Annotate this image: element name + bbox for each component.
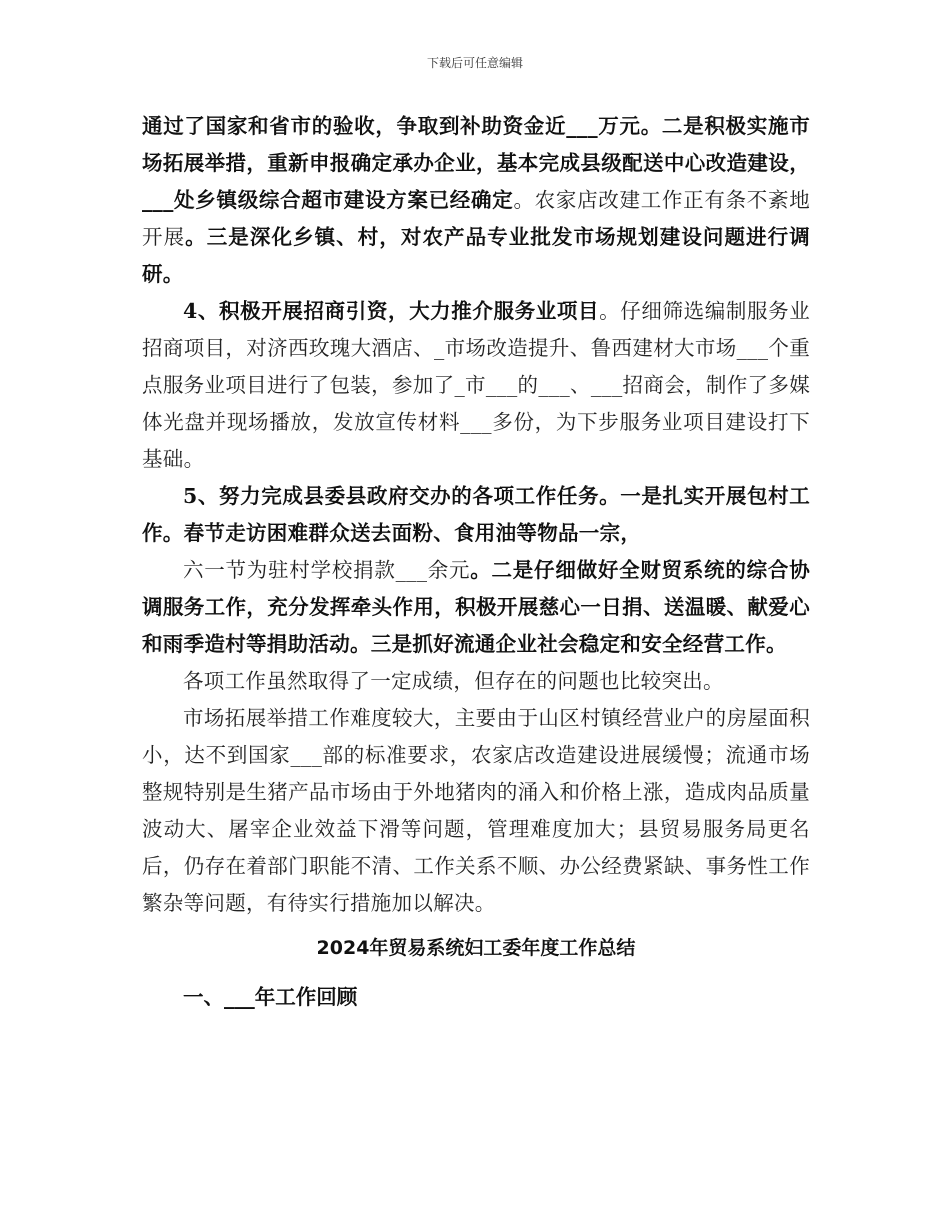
section-heading: 一、___年工作回顾	[183, 985, 358, 1009]
paragraph-1-bold-start: 通过了国家和省市的验收，争取到补助资金近___万元。二是积极实施市场拓展举措，重新申报确定承办企业，基本完成县级配送中心改造建设，___处乡镇级综合超市建设方案已经确定	[142, 114, 810, 212]
paragraph-4	[142, 552, 810, 663]
paragraph-1-normal: 。农家店改建工作正有条不紊地开展	[142, 188, 811, 249]
paragraph-4-bold: 。二是仔细做好全财贸系统的综合协调服务工作，充分发挥牵头作用，积极开展慈心一日捐、送温暖、献爱心和雨季造村等捐助活动。三是抓好流通企业社会稳定和安全经营工作。	[142, 558, 810, 656]
paragraph-2-heading: 4、积极开展招商引资，大力推介服务业项目	[183, 299, 600, 323]
paragraph-3-body: 5、努力完成县委县政府交办的各项工作任务。一是扎实开展包村工作。春节走访困难群众送去面粉、食用油等物品一宗，	[142, 484, 810, 545]
document-title: 2024年贸易系统妇工委年度工作总结	[316, 937, 636, 959]
paragraph-3	[142, 478, 810, 552]
paragraph-5: 各项工作虽然取得了一定成绩，但存在的问题也比较突出。	[183, 669, 724, 693]
paragraph-6: 市场拓展举措工作难度较大，主要由于山区村镇经营业户的房屋面积小，达不到国家___部的标准要求，农家店改造建设进展缓慢；流通市场整规特别是生猪产品市场由于外地猪肉的涌入和价格上涨，造成肉品质量波动大、屠宰企业效益下滑等问题，管理难度加大；县贸易服务局更名后，仍存在着部门职能不清、工作关系不顺、办公经费紧缺、事务性工作繁杂等问题，有待实行措施加以解决。	[142, 706, 810, 915]
paragraph-2	[142, 293, 810, 478]
page-header-note: 下载后可任意编辑	[426, 56, 523, 70]
paragraph-4-normal: 六一节为驻村学校捐款___余元	[183, 558, 471, 582]
paragraph-1-bold-end: 。三是深化乡镇、村，对农产品专业批发市场规划建设问题进行调研。	[142, 225, 810, 286]
document-body	[142, 108, 810, 1016]
paragraph-1	[142, 108, 810, 293]
paragraph-2-body: 。仔细筛选编制服务业招商项目，对济西玫瑰大酒店、_市场改造提升、鲁西建材大市场___个重点服务业项目进行了包装，参加了_市___的___、___招商会，制作了多媒体光盘并现场播放，发放宣传材料___多份，为下步服务业项目建设打下基础。	[142, 299, 811, 471]
